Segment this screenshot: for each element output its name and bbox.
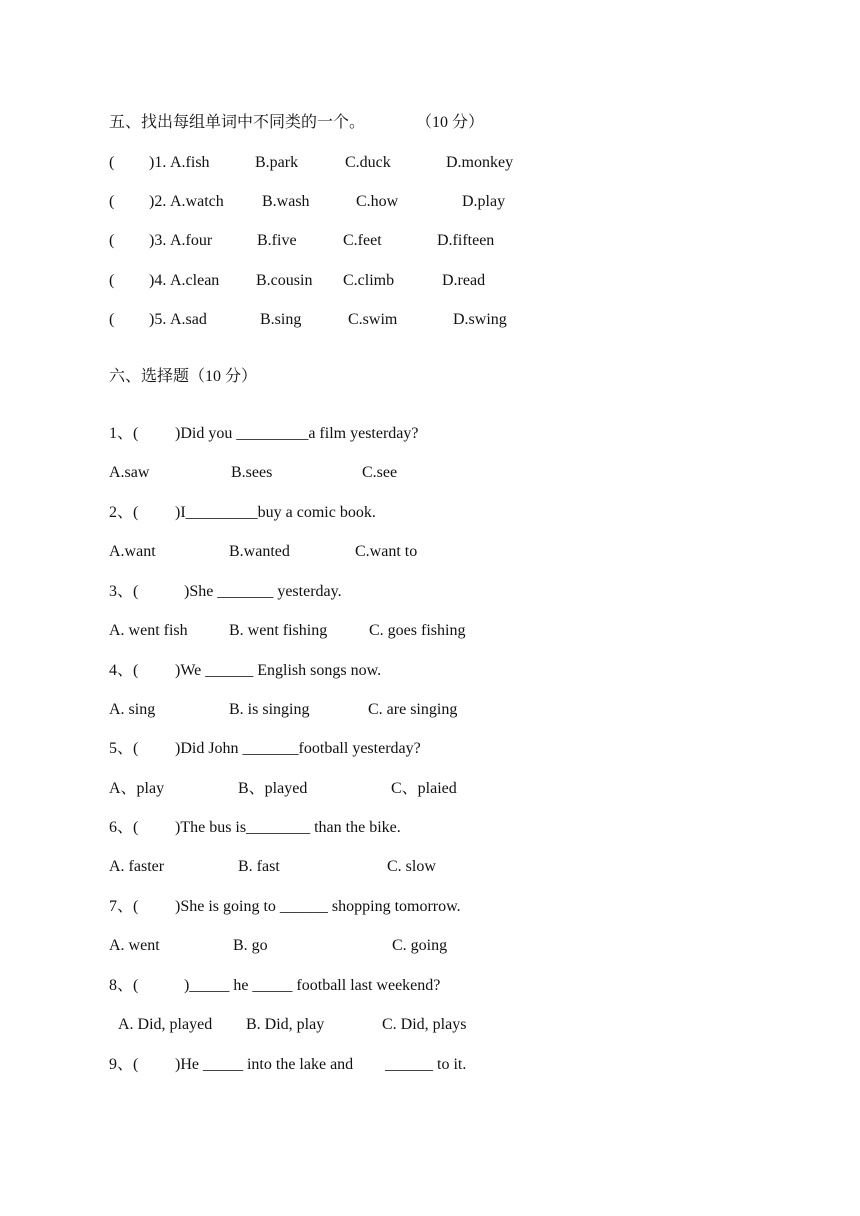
option-c: C. slow: [387, 858, 436, 875]
option-a: A.fish: [170, 154, 210, 171]
item-number: )1.: [149, 154, 167, 171]
option-d: D.fifteen: [437, 232, 495, 249]
question-number: 7、(: [109, 898, 139, 915]
answer-bracket: (: [109, 232, 115, 249]
section5-score: （10 分）: [416, 114, 485, 131]
item-number: )5.: [149, 311, 167, 328]
option-b: B. go: [233, 937, 268, 954]
section5-heading: 五、找出每组单词中不同类的一个。: [109, 114, 366, 131]
option-c: C.feet: [343, 232, 382, 249]
option-a: A、play: [109, 780, 165, 797]
question-text: )She _______ yesterday.: [184, 583, 342, 600]
option-b: B.sing: [260, 311, 302, 328]
question-number: 2、(: [109, 504, 139, 521]
option-c: C.swim: [348, 311, 398, 328]
option-b: B. went fishing: [229, 622, 328, 639]
question-text: )_____ he _____ football last weekend?: [184, 977, 441, 994]
question-text: )She is going to ______ shopping tomorrow.: [175, 898, 461, 915]
option-c: C. are singing: [368, 701, 458, 718]
option-a: A. faster: [109, 858, 165, 875]
option-c: C. Did, plays: [382, 1016, 467, 1033]
question-number: 3、(: [109, 583, 139, 600]
question-number: 1、(: [109, 425, 139, 442]
question-text: )I_________buy a comic book.: [175, 504, 376, 521]
option-c: C、plaied: [391, 780, 457, 797]
option-c: C.see: [362, 464, 398, 481]
option-d: D.play: [462, 193, 506, 210]
question-text: )Did John _______football yesterday?: [175, 740, 421, 757]
answer-bracket: (: [109, 154, 115, 171]
option-a: A.saw: [109, 464, 150, 481]
option-b: B.cousin: [256, 272, 313, 289]
option-a: A. went fish: [109, 622, 188, 639]
item-number: )3.: [149, 232, 167, 249]
option-b: B. Did, play: [246, 1016, 325, 1033]
question-text: )The bus is________ than the bike.: [175, 819, 401, 836]
option-b: B.wash: [262, 193, 310, 210]
option-a: A. went: [109, 937, 160, 954]
answer-bracket: (: [109, 193, 115, 210]
answer-bracket: (: [109, 311, 115, 328]
option-b: B.five: [257, 232, 297, 249]
option-a: A.sad: [170, 311, 207, 328]
option-d: D.swing: [453, 311, 507, 328]
option-c: C.duck: [345, 154, 391, 171]
item-number: )4.: [149, 272, 167, 289]
question-text: )We ______ English songs now.: [175, 662, 382, 679]
answer-bracket: (: [109, 272, 115, 289]
option-b: B. fast: [238, 858, 280, 875]
question-text-continued: ______ to it.: [385, 1056, 467, 1073]
question-number: 6、(: [109, 819, 139, 836]
option-a: A. sing: [109, 701, 156, 718]
item-number: )2.: [149, 193, 167, 210]
option-b: B、played: [238, 780, 308, 797]
question-number: 4、(: [109, 662, 139, 679]
option-b: B.park: [255, 154, 299, 171]
option-a: A.four: [170, 232, 213, 249]
option-b: B.sees: [231, 464, 273, 481]
option-b: B.wanted: [229, 543, 290, 560]
section6-heading: 六、选择题（10 分）: [109, 368, 258, 385]
option-d: D.read: [442, 272, 486, 289]
option-a: A. Did, played: [118, 1016, 213, 1033]
option-c: C. going: [392, 937, 448, 954]
option-c: C.want to: [355, 543, 418, 560]
question-number: 9、(: [109, 1056, 139, 1073]
option-a: A.want: [109, 543, 156, 560]
question-text: )He _____ into the lake and: [175, 1056, 354, 1073]
option-b: B. is singing: [229, 701, 310, 718]
question-number: 5、(: [109, 740, 139, 757]
question-text: )Did you _________a film yesterday?: [175, 425, 419, 442]
option-c: C.climb: [343, 272, 395, 289]
question-number: 8、(: [109, 977, 139, 994]
option-a: A.watch: [170, 193, 224, 210]
option-d: D.monkey: [446, 154, 514, 171]
option-c: C. goes fishing: [369, 622, 466, 639]
option-a: A.clean: [170, 272, 220, 289]
option-c: C.how: [356, 193, 399, 210]
